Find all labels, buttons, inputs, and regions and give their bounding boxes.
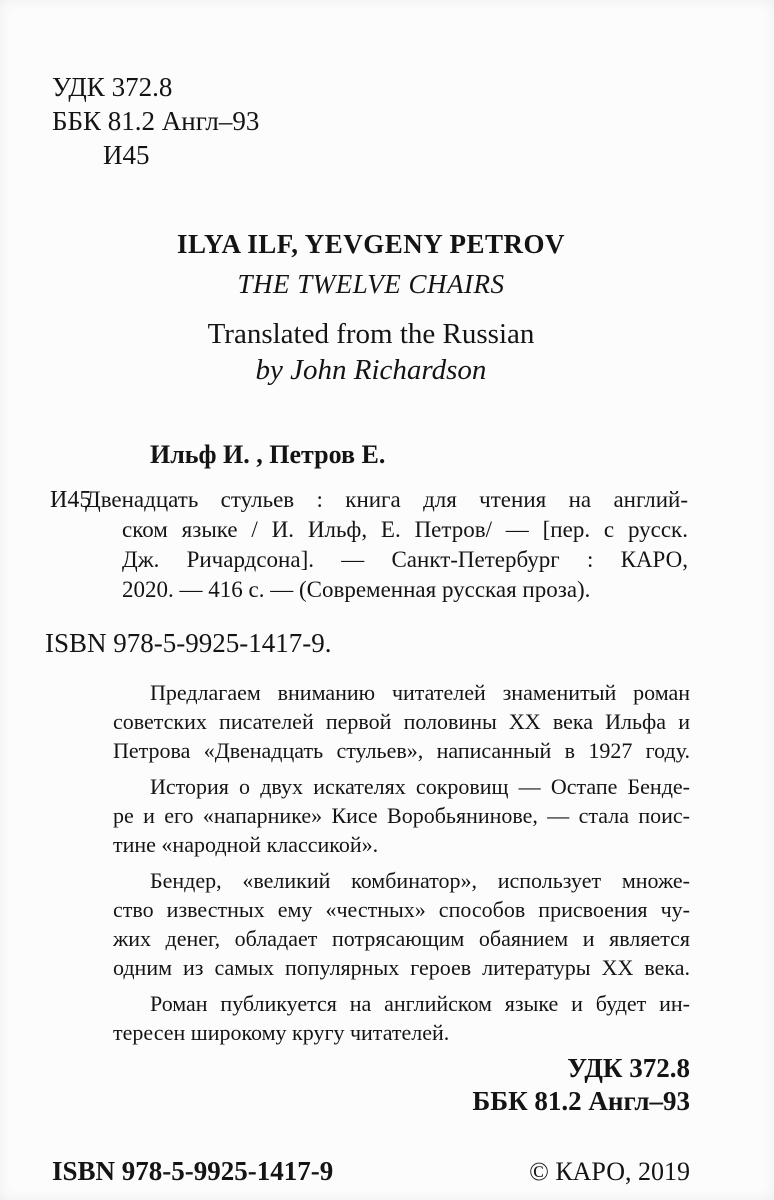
annotation-paragraph	[113, 866, 690, 982]
annotation-line: История о двух искателях сокровищ — Остапе Бенде-	[150, 774, 690, 799]
book-title-english: THE TWELVE CHAIRS	[237, 269, 505, 299]
annotation-line: Бендер, «великий комбинатор», использует множе-	[150, 868, 690, 893]
isbn-catalog-line: ISBN 978-5-9925-1417-9.	[45, 628, 332, 658]
annotation-line: Петрова «Двенадцать стульев», написанный в 1927 году.	[113, 738, 690, 763]
annotation-line: Предлагаем вниманию читателей знаменитый роман	[150, 680, 690, 705]
bibliographic-record	[85, 485, 688, 605]
record-line: ском языке / И. Ильф, Е. Петров/ — [пер. с русск.	[122, 517, 688, 542]
annotation-paragraph	[113, 772, 690, 859]
bbk-code-bottom: ББК 81.2 Англ–93	[472, 1086, 690, 1116]
record-author-sign: И45	[50, 487, 92, 513]
annotation-block	[113, 678, 690, 1047]
authors-english: ILYA ILF, YEVGENY PETROV	[176, 229, 566, 259]
copyright-notice: © КАРО, 2019	[529, 1157, 690, 1186]
annotation-line: одним из самых популярных героев литературы XX века.	[113, 955, 690, 980]
authors-russian: Ильф И. , Петров Е.	[150, 440, 386, 469]
title-block	[52, 224, 690, 388]
annotation-line: жих денег, обладает потрясающим обаянием и является	[113, 926, 690, 951]
page-footer	[52, 1156, 690, 1187]
bbk-code: ББК 81.2 Англ–93	[52, 106, 260, 136]
annotation-line: советских писателей первой половины XX века Ильфа и	[113, 709, 690, 734]
annotation-line: тине «народной классикой».	[113, 832, 379, 857]
annotation-line: тересен широкому кругу читателей.	[113, 1020, 450, 1045]
udk-code-bottom: УДК 372.8	[567, 1053, 690, 1083]
translator-name-line: by John Richardson	[255, 354, 487, 386]
bottom-classification-codes	[472, 1052, 690, 1118]
record-line: Двенадцать стульев : книга для чтения на англий-	[85, 487, 688, 512]
record-line: 2020. — 416 с. — (Современная русская проза).	[122, 577, 591, 602]
annotation-line: ре и его «напарнике» Кисе Воробьянинове, — стала поис-	[113, 803, 690, 828]
annotation-paragraph	[113, 989, 690, 1047]
annotation-paragraph	[113, 678, 690, 765]
annotation-line: ство известных ему «честных» способов присвоения чу-	[113, 897, 690, 922]
translated-from-line: Translated from the Russian	[207, 318, 535, 350]
record-line: Дж. Ричардсона]. — Санкт-Петербург : КАРО,	[122, 547, 688, 572]
annotation-line: Роман публикуется на английском языке и будет ин-	[150, 991, 690, 1016]
udk-code: УДК 372.8	[52, 72, 173, 102]
author-sign-code: И45	[103, 140, 150, 170]
top-classification-codes	[52, 70, 259, 172]
isbn-footer: ISBN 978-5-9925-1417-9	[52, 1156, 334, 1186]
